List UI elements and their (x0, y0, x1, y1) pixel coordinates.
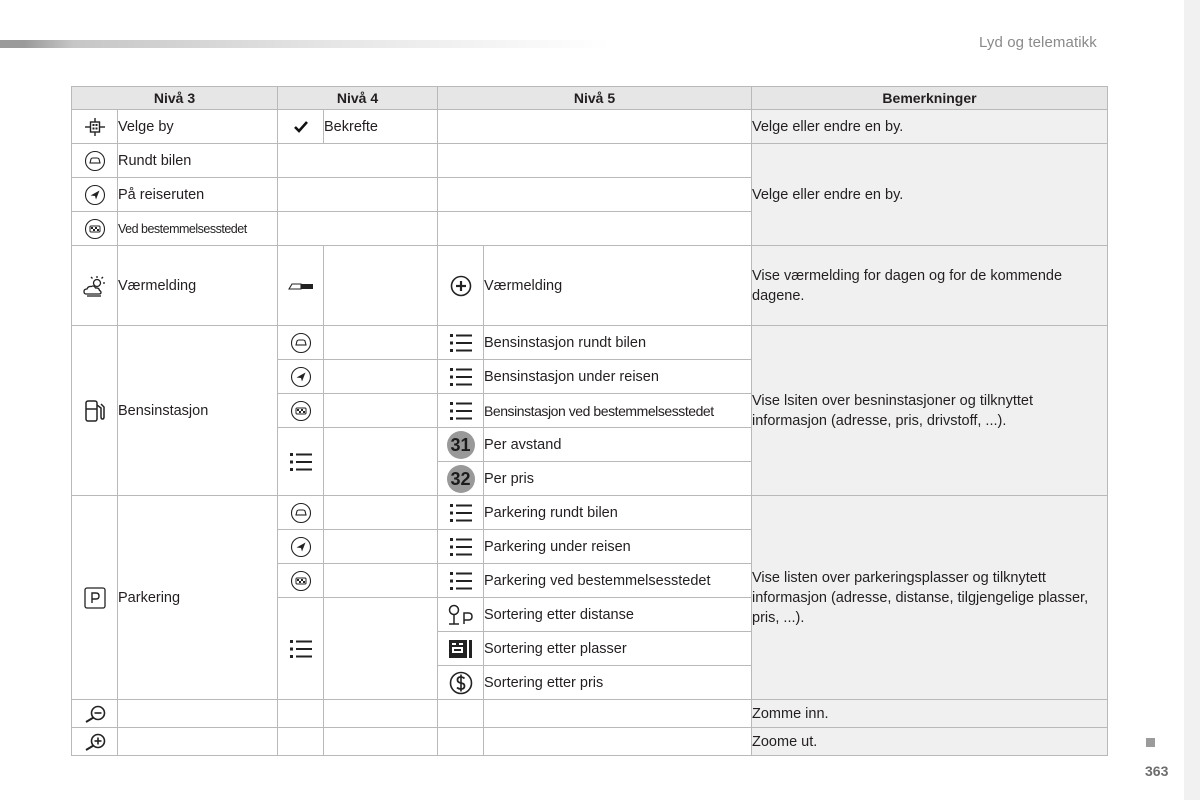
remark-velge-by: Velge eller endre en by. (752, 110, 1108, 144)
table-row (72, 326, 1108, 360)
level3-ved-bestemmelsesstedet: Ved bestemmelsesstedet (118, 212, 278, 246)
list-icon (450, 402, 472, 420)
section-title: Lyd og telematikk (979, 34, 1097, 51)
weather-icon (83, 275, 107, 297)
level5-bensin-rundt-bilen: Bensinstasjon rundt bilen (484, 326, 752, 360)
remark-parkering: Vise listen over parkeringsplasser og tilknytett informasjon (adresse, distanse, tilgjengelige plasser, pris, ...). (752, 496, 1108, 700)
remark-zoom-out: Zoome ut. (752, 728, 1108, 756)
navigation-menu-table (71, 86, 1108, 756)
column-header-remarks: Bemerkninger (752, 87, 1108, 110)
table-row (72, 246, 1108, 326)
level5-sortering-distanse: Sortering etter distanse (484, 598, 752, 632)
fuel-pump-icon (84, 399, 106, 423)
level5-sortering-pris: Sortering etter pris (484, 666, 752, 700)
list-icon (450, 368, 472, 386)
level3-parkering: Parkering (118, 496, 278, 700)
table-row (72, 728, 1108, 756)
level3-velge-by: Velge by (118, 110, 278, 144)
check-icon (294, 121, 308, 133)
level5-parkering-rundt-bilen: Parkering rundt bilen (484, 496, 752, 530)
level3-pa-reiseruten: På reiseruten (118, 178, 278, 212)
level3-rundt-bilen: Rundt bilen (118, 144, 278, 178)
plus-circle-icon (450, 275, 472, 297)
on-route-icon (290, 366, 312, 388)
on-route-icon (84, 184, 106, 206)
list-icon (290, 640, 312, 658)
page-edge-strip (1184, 0, 1200, 800)
level5-per-avstand: Per avstand (484, 428, 752, 462)
page-marker (1146, 738, 1155, 747)
remark-varmelding: Vise værmelding for dagen og for de kommende dagene. (752, 246, 1108, 326)
remark-by-group: Velge eller endre en by. (752, 144, 1108, 246)
table-row (72, 700, 1108, 728)
sort-distance-icon (447, 604, 475, 626)
remark-zoom-in: Zomme inn. (752, 700, 1108, 728)
around-car-icon (290, 502, 312, 524)
table-row (72, 110, 1108, 144)
destination-flag-icon (84, 218, 106, 240)
level5-parkering-under-reisen: Parkering under reisen (484, 530, 752, 564)
column-header-level4: Nivå 4 (278, 87, 438, 110)
table-row (72, 144, 1108, 178)
list-icon (290, 453, 312, 471)
zoom-out-icon (83, 705, 107, 723)
table-row (72, 496, 1108, 530)
column-header-level5: Nivå 5 (438, 87, 752, 110)
list-icon (450, 334, 472, 352)
list-icon (450, 572, 472, 590)
around-car-icon (290, 332, 312, 354)
level3-bensinstasjon: Bensinstasjon (118, 326, 278, 496)
badge-32: 32 (447, 465, 475, 493)
level5-bensin-under-reisen: Bensinstasjon under reisen (484, 360, 752, 394)
level5-parkering-ved-bestemmelsesstedet: Parkering ved bestemmelsesstedet (484, 564, 752, 598)
level4-bekrefte: Bekrefte (324, 110, 438, 144)
weather-bar-icon (288, 281, 314, 291)
table-header-row (72, 87, 1108, 110)
badge-31: 31 (447, 431, 475, 459)
sort-spaces-icon (448, 638, 474, 660)
destination-flag-icon (290, 400, 312, 422)
level5-per-pris: Per pris (484, 462, 752, 496)
list-icon (450, 504, 472, 522)
parking-icon (84, 587, 106, 609)
list-icon (450, 538, 472, 556)
level5-sortering-plasser: Sortering etter plasser (484, 632, 752, 666)
destination-flag-icon (290, 570, 312, 592)
level5-varmelding: Værmelding (484, 246, 752, 326)
zoom-in-icon (83, 733, 107, 751)
on-route-icon (290, 536, 312, 558)
level5-bensin-ved-bestemmelsesstedet: Bensinstasjon ved bestemmelsesstedet (484, 394, 752, 428)
city-select-icon (84, 117, 106, 137)
remark-bensinstasjon: Vise lsiten over besninstasjoner og tilknyttet informasjon (adresse, pris, drivstoff, ...). (752, 326, 1108, 496)
around-car-icon (84, 150, 106, 172)
level3-varmelding: Værmelding (118, 246, 278, 326)
dollar-circle-icon (449, 671, 473, 695)
column-header-level3: Nivå 3 (72, 87, 278, 110)
page-number: 363 (1145, 763, 1169, 779)
header-gradient-bar (0, 40, 610, 48)
